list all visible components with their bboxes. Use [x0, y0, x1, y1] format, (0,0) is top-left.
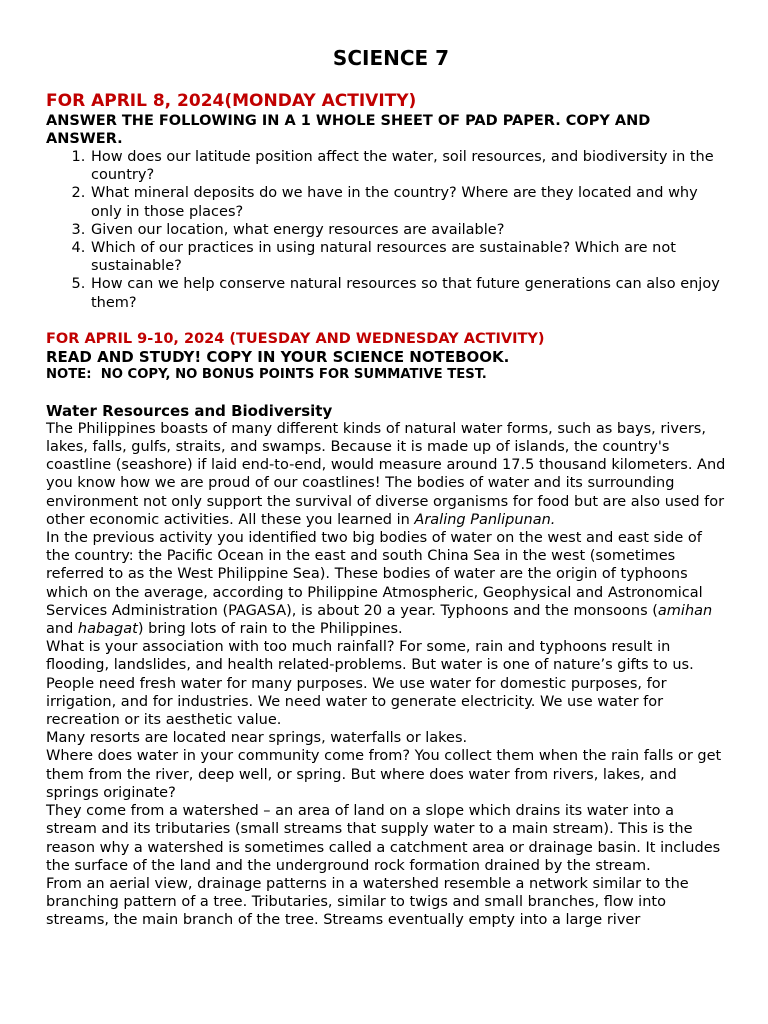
- document-title: SCIENCE 7: [332, 46, 450, 70]
- monday-heading: FOR APRIL 8, 2024(MONDAY ACTIVITY): [46, 91, 417, 111]
- paragraph: [46, 420, 726, 529]
- question-item: 3. Given our location, what energy resources are available?: [90, 221, 726, 239]
- question-item: 2. What mineral deposits do we have in the country? Where are they located and why only in those places?: [90, 184, 726, 220]
- paragraph: They come from a watershed – an area of land on a slope which drains its water into a stream and its tributaries (small streams that supply water to a main stream). This is the reason why a watershed is sometimes called a catchment area or drainage basin. It includes the surface of the land and the underground rock formation drained by the stream.: [46, 803, 721, 874]
- paragraph-text: ) bring lots of rain to the Philippines.: [137, 621, 403, 638]
- tue-wed-instruction: READ AND STUDY! COPY IN YOUR SCIENCE NOTEBOOK.: [46, 347, 510, 366]
- question-item: 5. How can we help conserve natural resources so that future generations can also enjoy them?: [90, 275, 726, 311]
- monday-activity: [46, 90, 726, 312]
- section-title: Water Resources and Biodiversity: [46, 401, 333, 420]
- paragraph: Many resorts are located near springs, waterfalls or lakes.: [46, 730, 468, 747]
- question-item: 4. Which of our practices in using natural resources are sustainable? Which are not sustainable?: [90, 239, 726, 275]
- tue-wed-activity: [46, 330, 726, 384]
- document-page: [46, 44, 726, 930]
- tue-wed-heading: FOR APRIL 9-10, 2024 (TUESDAY AND WEDNESDAY ACTIVITY): [46, 330, 545, 347]
- note-line: NOTE: NO COPY, NO BONUS POINTS FOR SUMMATIVE TEST.: [46, 366, 487, 382]
- monday-instruction: ANSWER THE FOLLOWING IN A 1 WHOLE SHEET OF PAD PAPER. COPY AND ANSWER.: [46, 113, 651, 147]
- question-item: 1. How does our latitude position affect the water, soil resources, and biodiversity in the country?: [90, 148, 726, 184]
- emphasis-text: amihan: [657, 602, 713, 619]
- paragraph: From an aerial view, drainage patterns in a watershed resemble a network similar to the branching pattern of a tree. Tributaries, similar to twigs and small branches, flow into streams, the main branch of the tree. Streams eventually empty into a large river: [46, 875, 689, 929]
- paragraph-text: The Philippines boasts of many different kinds of natural water forms, such as bays, rivers, lakes, falls, gulfs, straits, and swamps. Because it is made up of islands, the country's coastline (seashore) if laid end-to-end, would measure around 17.5 thousand kilometers. And you know how we are proud of our coastlines! The bodies of water and its surrounding environment not only support the survival of diverse organisms for food but are also used for other economic activities. All these you learned in: [46, 420, 726, 528]
- paragraph: Where does water in your community come from? You collect them when the rain falls or get them from the river, deep well, or spring. But where does water from rivers, lakes, and springs originate?: [46, 748, 722, 801]
- paragraph-text: In the previous activity you identified two big bodies of water on the west and east side of the country: the Pacific Ocean in the east and south China Sea in the west (sometimes referred to as the West Philippine Sea). These bodies of water are the origin of typhoons which on the average, according to Philippine Atmospheric, Geophysical and Astronomical Services Administration (PAGASA), is about 20 a year. Typhoons and the monsoons (: [46, 530, 703, 619]
- emphasis-text: Araling Panlipunan.: [414, 511, 556, 528]
- emphasis-text: habagat: [77, 621, 138, 638]
- paragraph: [46, 529, 726, 638]
- reading-section: [46, 402, 726, 930]
- paragraph-text: and: [46, 621, 78, 638]
- question-list: [46, 148, 726, 312]
- paragraph: What is your association with too much rainfall? For some, rain and typhoons result in flooding, landslides, and health related-problems. But water is one of nature’s gifts to us. People need fresh water for many purposes. We use water for domestic purposes, for irrigation, and for industries. We need water to generate electricity. We use water for recreation or its aesthetic value.: [46, 639, 694, 729]
